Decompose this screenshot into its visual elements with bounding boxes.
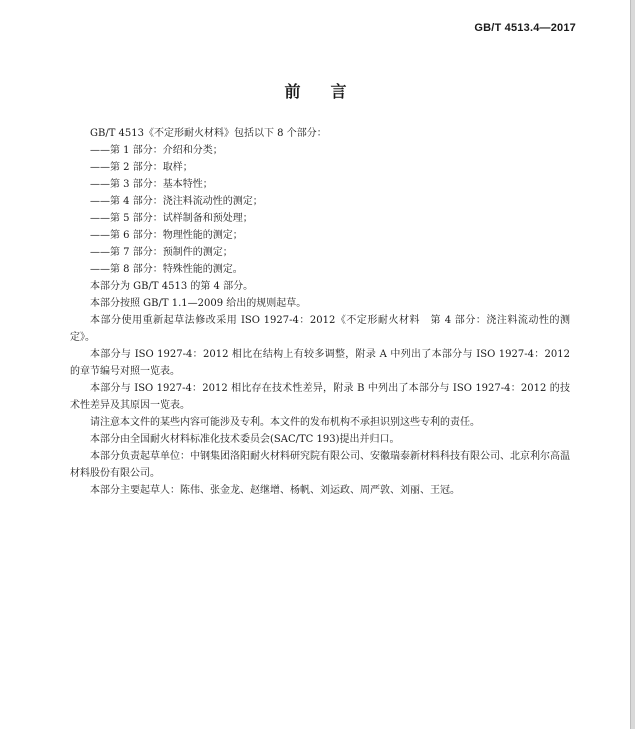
list-item: ——第 8 部分：特殊性能的测定。 <box>90 264 243 275</box>
paragraph-patent-notice: 请注意本文件的某些内容可能涉及专利。本文件的发布机构不承担识别这些专利的责任。 <box>90 417 480 428</box>
list-item: ——第 2 部分：取样； <box>90 162 193 173</box>
intro-paragraph: GB/T 4513《不定形耐火材料》包括以下 8 个部分： <box>90 128 327 139</box>
title-char-2: 言 <box>330 82 347 101</box>
paragraph-technical-diff: 本部分与 ISO 1927-4：2012 相比存在技术性差异，附录 B 中列出了本部分与 ISO 1927-4：2012 的技术性差异及其原因一览表。 <box>70 383 570 411</box>
list-item: ——第 1 部分：介绍和分类； <box>90 145 223 156</box>
paragraph-part-number: 本部分为 GB/T 4513 的第 4 部分。 <box>90 281 254 292</box>
paragraph-drafting-rules: 本部分按照 GB/T 1.1—2009 给出的规则起草。 <box>90 298 307 309</box>
paragraph-drafting-units: 本部分负责起草单位：中钢集团洛阳耐火材料研究院有限公司、安徽瑞泰新材料科技有限公司、北京利尔高温材料股份有限公司。 <box>70 451 570 479</box>
list-item: ——第 4 部分：浇注料流动性的测定； <box>90 196 263 207</box>
title-char-1: 前 <box>284 82 301 101</box>
page-title <box>0 79 631 102</box>
standard-number: GB/T 4513.4—2017 <box>474 22 576 34</box>
paragraph-proposer: 本部分由全国耐火材料标准化技术委员会(SAC/TC 193)提出并归口。 <box>90 434 400 445</box>
list-item: ——第 6 部分：物理性能的测定； <box>90 230 243 241</box>
list-item: ——第 5 部分：试样制备和预处理； <box>90 213 253 224</box>
paragraph-structure-diff: 本部分与 ISO 1927-4：2012 相比在结构上有较多调整，附录 A 中列出了本部分与 ISO 1927-4：2012 的章节编号对照一览表。 <box>70 349 570 377</box>
foreword-body <box>70 125 570 499</box>
paragraph-adoption: 本部分使用重新起草法修改采用 ISO 1927-4：2012《不定形耐火材料 第 4 部分：浇注料流动性的测定》。 <box>70 315 570 343</box>
list-item: ——第 7 部分：预制件的测定； <box>90 247 233 258</box>
paragraph-drafters: 本部分主要起草人：陈伟、张金龙、赵继增、杨帆、刘运政、周严敦、刘丽、王冠。 <box>90 485 460 496</box>
list-item: ——第 3 部分：基本特性； <box>90 179 213 190</box>
